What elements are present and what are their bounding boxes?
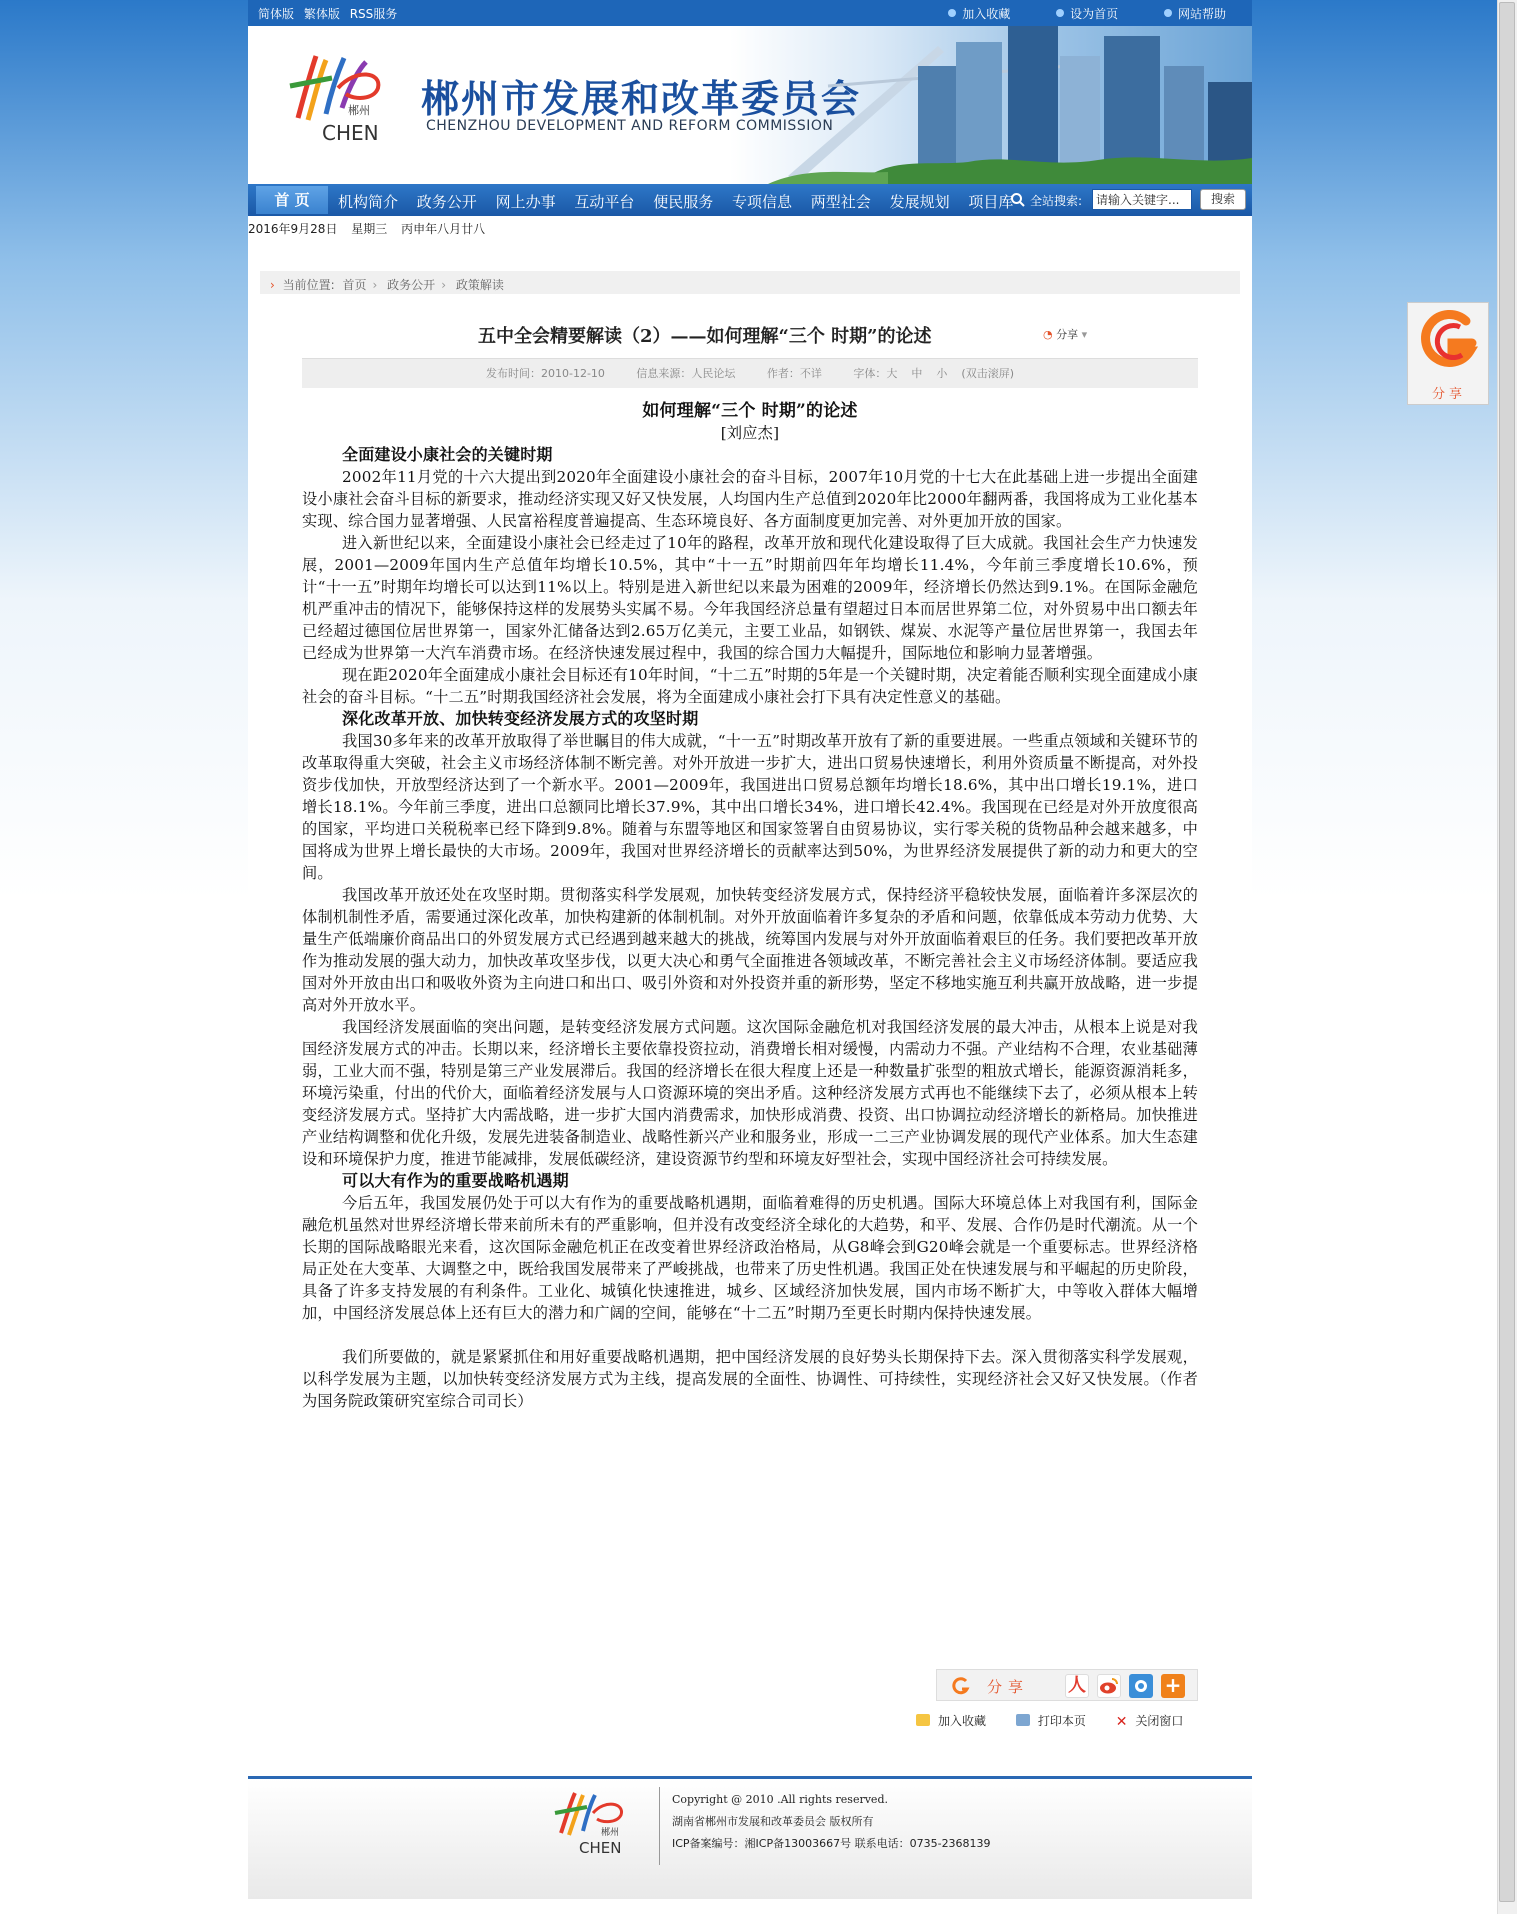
share-mini-icon: ◔: [1043, 328, 1053, 341]
main-nav: [248, 184, 1252, 216]
logo-text: 郴州: [348, 104, 370, 117]
footer-text: [672, 1789, 991, 1855]
lunar-date-text: 丙申年八月廿八: [401, 222, 486, 236]
article-body: [302, 400, 1198, 1412]
more-share-button[interactable]: +: [1161, 1674, 1185, 1698]
dot-icon: [1056, 9, 1064, 17]
share-bar: [936, 1669, 1198, 1701]
paragraph: 2002年11月党的十六大提出到2020年全面建设小康社会的奋斗目标，2007年10月党的十七大在此基础上进一步提出全面建设小康社会奋斗目标的新要求，推动经济实现又好又快发展，人均国内生产总值到2020年比2000年翻两番，我国将成为工业化基本实现、综合国力显著增强、人民富裕程度普遍提高、生态环境良好、各方面制度更加完善、对外更加开放的国家。: [302, 468, 1198, 530]
nav-item-special[interactable]: 专项信息: [731, 193, 792, 211]
section-heading: 深化改革开放、加快转变经济发展方式的攻坚时期: [342, 709, 699, 728]
nav-item-affairs[interactable]: 政务公开: [416, 193, 477, 211]
share-label[interactable]: 分享: [987, 1678, 1030, 1696]
nav-item-online[interactable]: 网上办事: [495, 193, 556, 211]
share-mini-button[interactable]: [1043, 326, 1087, 342]
share-mini-label: 分享: [1056, 328, 1079, 341]
nav-item-interact[interactable]: 互动平台: [574, 193, 635, 211]
chevron-right-icon: ›: [441, 278, 446, 292]
link-rss[interactable]: RSS服务: [349, 7, 398, 21]
weekday-text: 星期三: [351, 222, 388, 236]
footer-logo-text: 郴州: [601, 1828, 620, 1838]
floating-share-button[interactable]: [1407, 302, 1489, 405]
footer-logo-text-en: CHEN: [579, 1839, 622, 1857]
page-container: [248, 0, 1252, 1914]
nav-home[interactable]: 首 页: [256, 186, 328, 214]
paragraph: 现在距2020年全面建成小康社会目标还有10年时间，“十二五”时期的5年是一个关键时期，决定着能否顺利实现全面建成小康社会的奋斗目标。“十二五”时期我国经济社会发展，将为全面建成小康社会打下具有决定性意义的基础。: [302, 666, 1198, 706]
org-name: 湖南省郴州市发展和改革委员会 版权所有: [672, 1815, 874, 1828]
copyright: Copyright @ 2010 .All rights reserved.: [672, 1793, 888, 1806]
printer-icon: [1016, 1714, 1030, 1726]
font-big[interactable]: 大: [886, 367, 898, 380]
publish-date: 发布时间：2010-12-10: [485, 367, 605, 380]
search-icon: [1010, 192, 1026, 208]
date-bar: [248, 220, 495, 237]
set-home-link[interactable]: 设为首页: [1056, 7, 1118, 21]
link-simplified[interactable]: 简体版: [258, 7, 295, 21]
paragraph: 我国经济发展面临的突出问题，是转变经济发展方式问题。这次国际金融危机对我国经济发展的最大冲击，从根本上说是对我国经济发展方式的冲击。长期以来，经济增长主要依靠投资拉动，消费增长相对缓慢，内需动力不强。产业结构不合理，农业基础薄弱，工业大而不强，特别是第三产业发展滞后。我国的经济增长在很大程度上还是一种数量扩张型的粗放式增长，能源资源消耗多，环境污染重，付出的代价大，面临着经济发展与人口资源环境的突出矛盾。这种经济发展方式再也不能继续下去了，必须从根本上转变经济发展方式。坚持扩大内需战略，进一步扩大国内消费需求，加快形成消费、投资、出口协调拉动经济增长的新格局。加快推进产业结构调整和优化升级，发展先进装备制造业、战略性新兴产业和服务业，形成一二三产业协调发展的现代产业体系。加大生态建设和环境保护力度，推进节能减排，发展低碳经济，建设资源节约型和环境友好型社会，实现中国经济社会可持续发展。: [302, 1018, 1198, 1168]
scroll-hint: (双击滚屏): [961, 367, 1015, 380]
tool-add-favorite[interactable]: 加入收藏: [916, 1712, 986, 1729]
breadcrumb-home[interactable]: 首页: [342, 278, 367, 292]
top-utility-bar: [248, 0, 1252, 26]
breadcrumb-label: 当前位置:: [282, 278, 335, 292]
font-size-controls: 字体：大 中 小 (双击滚屏): [853, 367, 1015, 380]
logo-text-en: CHEN: [322, 121, 379, 145]
article-title: 五中全会精要解读（2）——如何理解“三个 时期”的论述: [478, 326, 932, 347]
tool-close[interactable]: ✕ 关闭窗口: [1115, 1714, 1184, 1730]
article-meta: [302, 358, 1198, 388]
share-logo-icon: [951, 1676, 971, 1696]
city-skyline-image: [768, 26, 1252, 184]
breadcrumb-policy[interactable]: 政策解读: [455, 278, 504, 292]
floating-share-label: 分享: [1431, 387, 1466, 402]
nav-item-service[interactable]: 便民服务: [653, 193, 714, 211]
icp-info: ICP备案编号：湘ICP备13003667号 联系电话：0735-2368139: [672, 1837, 991, 1850]
weibo-share-icon[interactable]: [1097, 1674, 1121, 1698]
renren-share-icon[interactable]: 人: [1065, 1674, 1089, 1698]
share-logo-icon: [1408, 303, 1490, 383]
qzone-share-icon[interactable]: [1129, 1674, 1153, 1698]
nav-item-society[interactable]: 两型社会: [810, 193, 871, 211]
dot-icon: [1164, 9, 1172, 17]
nav-item-projects[interactable]: 项目库: [968, 193, 1014, 211]
link-traditional[interactable]: 繁体版: [303, 7, 340, 21]
paragraph: 今后五年，我国发展仍处于可以大有作为的重要战略机遇期，面临着难得的历史机遇。国际大环境总体上对我国有利，国际金融危机虽然对世界经济增长带来前所未有的严重影响，但并没有改变经济全球化的大趋势，和平、发展、合作仍是时代潮流。从一个长期的国际战略眼光来看，这次国际金融危机正在改变着世界经济政治格局，从G8峰会到G20峰会就是一个重要标志。世界经济格局正处在大变革、大调整之中，既给我国发展带来了严峻挑战，也带来了历史性机遇。我国正处在快速发展与和平崛起的历史阶段，具备了许多支持发展的有利条件。工业化、城镇化快速推进，城乡、区域经济加快发展，国内市场不断扩大，中等收入群体大幅增加，中国经济发展总体上还有巨大的潜力和广阔的空间，能够在“十二五”时期乃至更长时期内保持快速发展。: [302, 1194, 1198, 1322]
content-title: 如何理解“三个 时期”的论述: [642, 401, 858, 421]
favorite-icon: [916, 1714, 930, 1726]
footer-logo: [553, 1787, 633, 1857]
search-label: 全站搜索:: [1030, 194, 1083, 208]
dot-icon: [948, 9, 956, 17]
caret-down-icon: ▾: [1081, 328, 1088, 341]
paragraph: 我们所要做的，就是紧紧抓住和用好重要战略机遇期，把中国经济发展的良好势头长期保持下去。深入贯彻落实科学发展观，以科学发展为主题，以加快转变经济发展方式为主线，提高发展的全面性、协调性、可持续性，实现经济社会又好又快发展。（作者为国务院政策研究室综合司司长）: [302, 1348, 1198, 1410]
section-heading: 可以大有作为的重要战略机遇期: [342, 1171, 569, 1190]
paragraph: 我国改革开放还处在攻坚时期。贯彻落实科学发展观，加快转变经济发展方式，保持经济平稳较快发展，面临着许多深层次的体制机制性矛盾，需要通过深化改革，加快构建新的体制机制。对外开放面临着许多复杂的矛盾和问题，依靠低成本劳动力优势、大量生产低端廉价商品出口的外贸发展方式已经遇到越来越大的挑战，统筹国内发展与对外开放面临着艰巨的任务。我们要把改革开放作为推动发展的强大动力，加快改革攻坚步伐，以更大决心和勇气全面推进各领域改革，不断完善社会主义市场经济体制。要适应我国对外开放由出口和吸收外资为主向进口和出口、吸引外资和对外投资并重的新形势，坚定不移地实施互利共赢开放战略，进一步提高对外开放水平。: [302, 886, 1198, 1014]
author: 作者：不详: [766, 367, 822, 380]
tool-print[interactable]: 打印本页: [1016, 1712, 1086, 1729]
content-author: [刘应杰]: [720, 424, 780, 442]
breadcrumb: [260, 271, 1240, 294]
breadcrumb-affairs[interactable]: 政务公开: [387, 278, 436, 292]
chevron-right-icon: ›: [372, 278, 378, 292]
footer-separator: [659, 1787, 660, 1865]
font-small[interactable]: 小: [936, 367, 948, 380]
arrow-icon: ›: [270, 278, 275, 292]
header-banner: [248, 26, 1252, 184]
nav-item-planning[interactable]: 发展规划: [889, 193, 950, 211]
paragraph: 我国30多年来的改革开放取得了举世瞩目的伟大成就，“十一五”时期改革开放有了新的重要进展。一些重点领域和关键环节的改革取得重大突破，社会主义市场经济体制不断完善。对外开放进一步扩大，进出口贸易快速增长，利用外资质量不断提高，对外投资步伐加快，开放型经济达到了一个新水平。2001—2009年，我国进出口贸易总额年均增长18.6%，其中出口增长19.1%，进口增长18.1%。今年前三季度，进出口总额同比增长37.9%，其中出口增长34%，进口增长42.4%。我国现在已经是对外开放度很高的国家，平均进口关税税率已经下降到9.8%。随着与东盟等地区和国家签署自由贸易协议，实行零关税的货物品种会越来越多，中国将成为世界上增长最快的大市场。2009年，我国对世界经济增长的贡献率达到50%，为世界经济发展提供了新的动力和更大的空间。: [302, 732, 1198, 882]
add-favorite-link[interactable]: 加入收藏: [948, 7, 1010, 21]
search-button[interactable]: 搜索: [1200, 189, 1246, 210]
nav-item-org[interactable]: 机构简介: [338, 193, 399, 211]
site-title: 郴州市发展和改革委员会: [421, 76, 862, 121]
close-icon: ✕: [1115, 1714, 1128, 1730]
section-heading: 全面建设小康社会的关键时期: [342, 445, 553, 464]
source: 信息来源：人民论坛: [636, 367, 736, 380]
paragraph: 进入新世纪以来，全面建设小康社会已经走过了10年的路程，改革开放和现代化建设取得了巨大成就。我国社会生产力快速发展，2001—2009年国内生产总值年均增长10.5%，其中“十一五”时期前四年年均增长11.4%，今年前三季度增长10.6%，预计“十一五”时期年均增长可以达到11%以上。特别是进入新世纪以来最为困难的2009年，经济增长仍然达到9.1%。在国际金融危机严重冲击的情况下，能够保持这样的发展势头实属不易。今年我国经济总量有望超过日本而居世界第二位，对外贸易中出口额去年已经超过德国位居世界第一，国家外汇储备达到2.65万亿美元，主要工业品，如钢铁、煤炭、水泥等产量位居世界第一，我国去年已经成为世界第一大汽车消费市场。在经济快速发展过程中，我国的综合国力大幅提升，国际地位和影响力显著增强。: [302, 534, 1198, 662]
site-logo[interactable]: [286, 48, 396, 148]
font-mid[interactable]: 中: [911, 367, 923, 380]
page-tools: [916, 1712, 1209, 1729]
search-input[interactable]: [1092, 189, 1192, 210]
scrollbar-thumb[interactable]: [1499, 2, 1515, 1902]
help-link[interactable]: 网站帮助: [1164, 7, 1226, 21]
date-text: 2016年9月28日: [248, 222, 338, 236]
site-subtitle: CHENZHOU DEVELOPMENT AND REFORM COMMISSION: [426, 118, 834, 134]
footer: [248, 1779, 1252, 1899]
